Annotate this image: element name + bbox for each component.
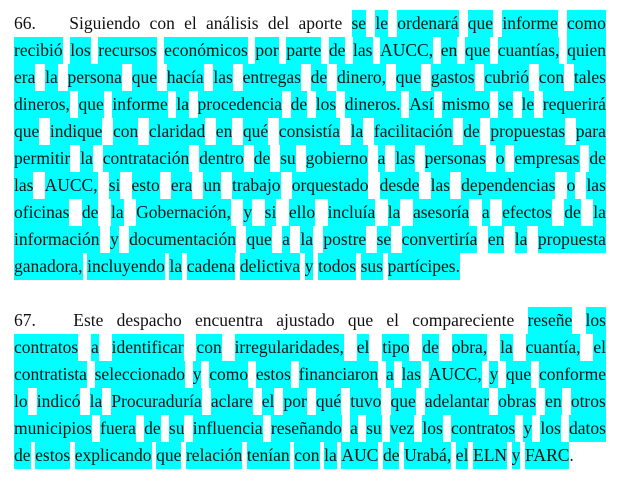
word: tuvo (350, 388, 381, 415)
word: las (395, 145, 414, 172)
word: seleccionado (95, 361, 185, 388)
word: la (169, 253, 182, 280)
word: económicos (164, 37, 248, 64)
word: por (255, 37, 278, 64)
word: que (347, 310, 374, 330)
word: análisis (206, 13, 259, 33)
word: dineros. (345, 91, 401, 118)
paragraph-number: 66. (14, 13, 36, 33)
word: de (254, 145, 271, 172)
word: parte (286, 37, 321, 64)
word: era (14, 64, 35, 91)
text-line (14, 226, 606, 253)
word: que (78, 91, 103, 118)
word: se (352, 10, 367, 37)
word: ordenará (397, 10, 458, 37)
word: dentro (199, 145, 244, 172)
word: que (465, 37, 490, 64)
word: procedencia (198, 91, 283, 118)
word: Urabá, (404, 442, 451, 469)
word: de (564, 199, 581, 226)
word: requerirá (543, 91, 606, 118)
word: las (586, 172, 605, 199)
word: a (386, 361, 394, 388)
word: facilitación (374, 118, 453, 145)
word: recibió (14, 37, 63, 64)
word: claridad (149, 118, 205, 145)
text-line (14, 307, 606, 334)
word: que (14, 118, 39, 145)
word: Gobernación, (136, 199, 231, 226)
word: entregas (243, 64, 301, 91)
word: que (396, 64, 421, 91)
word: para (576, 118, 606, 145)
word: la (45, 64, 58, 91)
word: recursos (98, 37, 156, 64)
word: tenían (247, 442, 290, 469)
word: Procuraduría (111, 388, 201, 415)
word: le (375, 10, 388, 37)
text-line (14, 388, 606, 415)
document-body (14, 10, 606, 469)
word: quien (567, 37, 606, 64)
word: los (316, 91, 336, 118)
word: municipios (14, 415, 92, 442)
word: como (209, 361, 248, 388)
text-line (14, 442, 606, 469)
word: relación (186, 442, 242, 469)
word: obra, (452, 334, 487, 361)
word: y (523, 415, 532, 442)
word: de (422, 334, 439, 361)
word: la (300, 226, 313, 253)
word: dineros, (14, 91, 70, 118)
text-line (14, 37, 606, 64)
word: orquestado (292, 172, 369, 199)
word: ganadora, (14, 253, 83, 280)
word: de (463, 118, 480, 145)
word: sus (361, 253, 383, 280)
word: con (196, 334, 221, 361)
word: partícipes. (388, 253, 460, 280)
word: mismo (442, 91, 490, 118)
word: informe (112, 91, 167, 118)
word: de (311, 64, 328, 91)
word: estos (35, 442, 70, 469)
word: de (383, 442, 400, 469)
word: el (456, 442, 469, 469)
word: la (593, 199, 606, 226)
text-line (14, 91, 606, 118)
word: el (262, 388, 275, 415)
word: si (265, 199, 277, 226)
word: reseñando (271, 415, 342, 442)
word: que (246, 226, 271, 253)
word: incluyendo (87, 253, 165, 280)
word: encuentra (195, 310, 264, 330)
word: delictiva (240, 253, 300, 280)
text-line (14, 10, 606, 37)
word: de (144, 415, 161, 442)
word: contratación (103, 145, 189, 172)
word: en (216, 118, 233, 145)
word: aclare (211, 388, 253, 415)
word: contratista (14, 361, 87, 388)
word: irregularidades, (235, 334, 344, 361)
word: financiaron (299, 361, 379, 388)
word: las (402, 361, 421, 388)
word: dinero, (337, 64, 386, 91)
word: cubrió (484, 64, 529, 91)
word: se (377, 226, 392, 253)
word: a (350, 415, 358, 442)
word: trabajo (232, 172, 281, 199)
text-line (14, 199, 606, 226)
word: los (586, 307, 606, 334)
word: . (569, 445, 574, 465)
word: si (109, 172, 121, 199)
word: AUCC, (429, 361, 482, 388)
text-line (14, 172, 606, 199)
word: el (386, 310, 400, 330)
word: que (468, 10, 493, 37)
word: permitir (14, 145, 70, 172)
word: se (498, 91, 513, 118)
word: en (488, 226, 505, 253)
word: las (431, 172, 450, 199)
word: cadena (187, 253, 236, 280)
word: dependencias (461, 172, 555, 199)
word: efectos (502, 199, 552, 226)
word: todos (318, 253, 356, 280)
word: con (294, 442, 319, 469)
word: de (14, 442, 31, 469)
word: reseñe (528, 307, 573, 334)
word: conforme (539, 361, 606, 388)
word: su (280, 145, 296, 172)
word: o (567, 172, 576, 199)
word: oficinas (14, 199, 69, 226)
word: a (282, 226, 290, 253)
text-line (14, 118, 606, 145)
word: qué (243, 118, 268, 145)
word: con (149, 13, 175, 33)
word: gastos (431, 64, 475, 91)
word: consistía (279, 118, 340, 145)
word: del (267, 13, 290, 33)
word: su (366, 415, 382, 442)
word: a (91, 334, 99, 361)
word: indicó (37, 388, 81, 415)
word: esto (132, 172, 160, 199)
word: el (593, 334, 606, 361)
word: la (90, 388, 103, 415)
paragraph-66 (14, 10, 606, 280)
word: Así (409, 91, 433, 118)
word: o (496, 145, 505, 172)
word: y (305, 253, 314, 280)
word: AUCC, (45, 172, 98, 199)
word: que (391, 388, 416, 415)
word: cuantías, (498, 37, 560, 64)
word: AUC (341, 442, 378, 469)
word: cuantía, (526, 334, 581, 361)
word: adelantar (425, 388, 489, 415)
word: identificar (112, 334, 184, 361)
word: informe (502, 10, 557, 37)
text-line (14, 334, 606, 361)
word: un (203, 172, 221, 199)
word: la (515, 226, 528, 253)
paragraph-67 (14, 307, 606, 469)
word: persona (68, 64, 122, 91)
word: postre (323, 226, 366, 253)
word: desde (380, 172, 420, 199)
word: datos (569, 415, 606, 442)
word: que (156, 442, 181, 469)
word: qué (316, 388, 341, 415)
word: por (283, 388, 306, 415)
word: las (213, 64, 232, 91)
word: en (441, 37, 458, 64)
word: estos (256, 361, 291, 388)
word: y (193, 361, 202, 388)
word: información (14, 226, 100, 253)
word: gobierno (306, 145, 368, 172)
word: tipo (382, 334, 409, 361)
text-line (14, 253, 606, 280)
word: despacho (116, 310, 182, 330)
word: AUCC, (380, 37, 433, 64)
word: la (351, 118, 364, 145)
word: tales (574, 64, 606, 91)
word: FARC (525, 442, 569, 469)
word: el (184, 13, 197, 33)
word: ajustado (276, 310, 335, 330)
word: ELN (473, 442, 507, 469)
word: influencia (193, 415, 263, 442)
word: empresas (514, 145, 579, 172)
word: asesoría (413, 199, 469, 226)
word: contratos (451, 415, 515, 442)
word: Siguiendo (69, 13, 141, 33)
word: a (378, 145, 386, 172)
word: indique (50, 118, 103, 145)
word: compareciente (412, 310, 515, 330)
word: con (113, 118, 138, 145)
word: la (111, 199, 124, 226)
word: lo (14, 388, 28, 415)
word: le (522, 91, 535, 118)
word: incluía (328, 199, 376, 226)
text-line (14, 361, 606, 388)
word: la (500, 334, 513, 361)
word: otros (571, 388, 606, 415)
word: y (489, 361, 498, 388)
word: obras (498, 388, 536, 415)
word: propuestas (490, 118, 565, 145)
word: como (567, 10, 606, 37)
word: en (545, 388, 562, 415)
word: las (353, 37, 372, 64)
word: los (540, 415, 560, 442)
word: los (70, 37, 90, 64)
word: fuera (100, 415, 136, 442)
text-line (14, 64, 606, 91)
word: la (80, 145, 93, 172)
word: contratos (14, 334, 78, 361)
word: hacía (167, 64, 204, 91)
text-line (14, 415, 606, 442)
word: de (82, 199, 99, 226)
word: con (539, 64, 564, 91)
word: la (324, 442, 337, 469)
word: de (589, 145, 606, 172)
word: era (171, 172, 192, 199)
word: documentación (129, 226, 236, 253)
word: la (176, 91, 189, 118)
word: aporte (298, 13, 343, 33)
word: de (329, 37, 346, 64)
word: y (110, 226, 119, 253)
word: los (422, 415, 442, 442)
word: y (243, 199, 252, 226)
word: el (357, 334, 370, 361)
paragraph-number: 67. (14, 310, 36, 330)
word: de (291, 91, 308, 118)
word: ello (289, 199, 315, 226)
word: propuesta (538, 226, 606, 253)
word: que (506, 361, 531, 388)
word: su (169, 415, 185, 442)
word: y (512, 442, 521, 469)
word: la (388, 199, 401, 226)
text-line (14, 145, 606, 172)
word: a (482, 199, 490, 226)
word: convertiría (402, 226, 478, 253)
word: personas (425, 145, 486, 172)
word: vez (390, 415, 414, 442)
word: que (132, 64, 157, 91)
word: explicando (75, 442, 152, 469)
word: las (14, 172, 33, 199)
word: Este (73, 310, 104, 330)
